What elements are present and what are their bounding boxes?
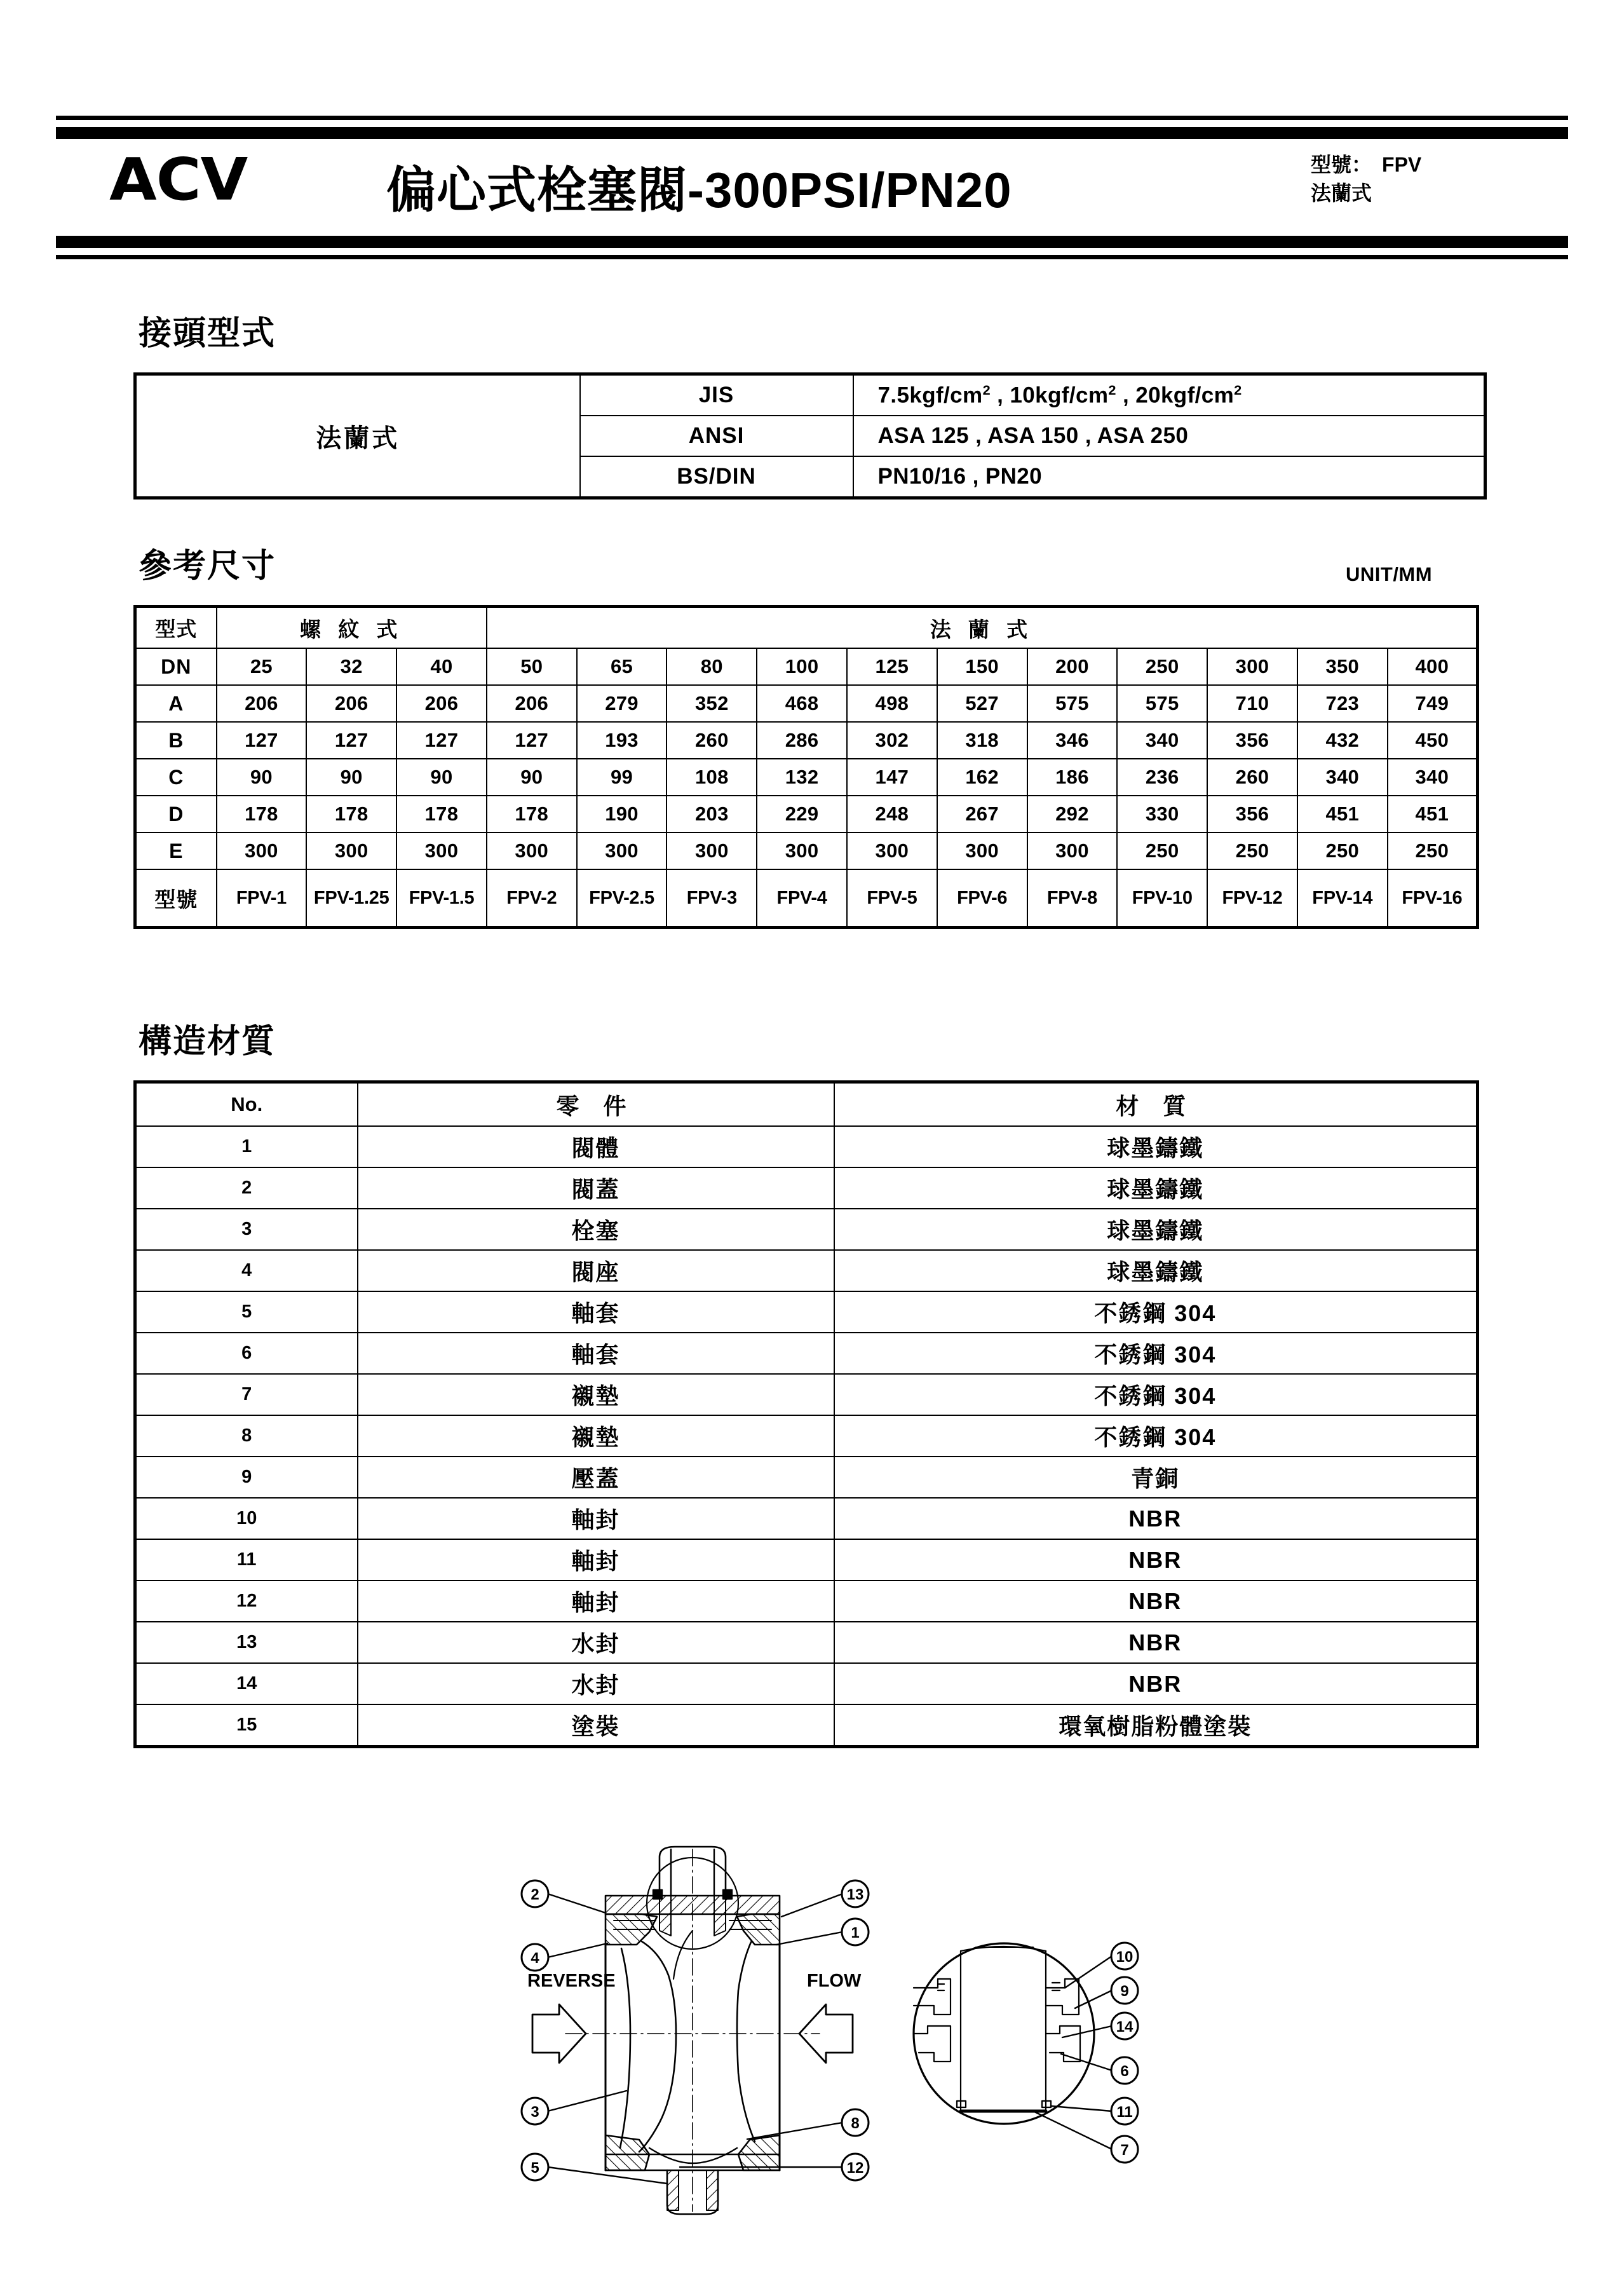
materials-cell-no: 13 xyxy=(135,1622,358,1663)
valve-sectional-drawing xyxy=(489,1824,1175,2231)
materials-cell-part: 軸封 xyxy=(358,1498,834,1539)
connection-standard-jis: JIS xyxy=(580,374,853,416)
dimension-value: 162 xyxy=(937,759,1027,796)
svg-text:12: 12 xyxy=(846,2159,864,2177)
materials-row xyxy=(135,1250,1478,1291)
dimension-value: 451 xyxy=(1297,796,1388,833)
dimension-value: 65 xyxy=(577,648,667,685)
model-info xyxy=(1311,151,1421,208)
reference-dimension-table xyxy=(133,605,1479,929)
materials-cell-no: 6 xyxy=(135,1333,358,1374)
materials-cell-material: 不銹鋼 304 xyxy=(834,1415,1478,1457)
dimension-model-value: FPV-12 xyxy=(1207,869,1297,928)
svg-text:3: 3 xyxy=(531,2104,539,2121)
dimension-value: 200 xyxy=(1027,648,1118,685)
dimension-value: 178 xyxy=(487,796,577,833)
materials-cell-material: NBR xyxy=(834,1622,1478,1663)
materials-cell-material: NBR xyxy=(834,1663,1478,1704)
header-rule-bottom-thin xyxy=(56,255,1568,259)
dimension-value: 279 xyxy=(577,685,667,722)
materials-cell-material: 不銹鋼 304 xyxy=(834,1291,1478,1333)
dimension-value: 527 xyxy=(937,685,1027,722)
dimension-value: 150 xyxy=(937,648,1027,685)
dimension-value: 132 xyxy=(757,759,847,796)
dimension-value: 250 xyxy=(1297,833,1388,869)
dimension-value: 302 xyxy=(847,722,937,759)
dimension-value: 710 xyxy=(1207,685,1297,722)
materials-cell-no: 5 xyxy=(135,1291,358,1333)
dimension-value: 203 xyxy=(667,796,757,833)
materials-cell-no: 7 xyxy=(135,1374,358,1415)
dimension-value: 350 xyxy=(1297,648,1388,685)
dimension-value: 50 xyxy=(487,648,577,685)
materials-row xyxy=(135,1209,1478,1250)
connection-standard-ansi: ANSI xyxy=(580,416,853,456)
dimension-value: 206 xyxy=(217,685,307,722)
materials-cell-part: 軸封 xyxy=(358,1580,834,1622)
dimension-value: 125 xyxy=(847,648,937,685)
dimension-value: 108 xyxy=(667,759,757,796)
dimension-value: 186 xyxy=(1027,759,1118,796)
materials-row xyxy=(135,1415,1478,1457)
dimension-value: 260 xyxy=(667,722,757,759)
dimension-value: 356 xyxy=(1207,722,1297,759)
dimension-row-label: D xyxy=(135,796,217,833)
callout-bubble-5 xyxy=(522,2154,548,2180)
svg-text:FLOW: FLOW xyxy=(807,1971,862,1991)
connection-type-table xyxy=(133,372,1487,500)
materials-row xyxy=(135,1333,1478,1374)
materials-cell-part: 水封 xyxy=(358,1663,834,1704)
materials-section-title: 構造材質 xyxy=(139,1023,276,1060)
dimension-value: 300 xyxy=(1027,833,1118,869)
dimension-value: 193 xyxy=(577,722,667,759)
model-value: FPV xyxy=(1382,153,1422,176)
materials-cell-part: 軸套 xyxy=(358,1333,834,1374)
dimension-corner-label: 型式 xyxy=(135,607,217,649)
dimension-value: 250 xyxy=(1117,833,1207,869)
dimension-value: 147 xyxy=(847,759,937,796)
materials-row xyxy=(135,1167,1478,1209)
materials-cell-no: 12 xyxy=(135,1580,358,1622)
materials-cell-material: 球墨鑄鐵 xyxy=(834,1209,1478,1250)
dimension-value: 352 xyxy=(667,685,757,722)
dimension-value: 25 xyxy=(217,648,307,685)
dimension-value: 178 xyxy=(396,796,487,833)
materials-cell-part: 閥體 xyxy=(358,1126,834,1167)
dimension-model-value: FPV-1.25 xyxy=(306,869,396,928)
materials-cell-material: 球墨鑄鐵 xyxy=(834,1126,1478,1167)
svg-text:4: 4 xyxy=(531,1950,539,1967)
connection-row xyxy=(135,374,1485,416)
dimension-value: 318 xyxy=(937,722,1027,759)
dimension-value: 206 xyxy=(396,685,487,722)
dimension-value: 340 xyxy=(1117,722,1207,759)
construction-materials-table xyxy=(133,1080,1479,1748)
materials-header-row xyxy=(135,1082,1478,1127)
connection-section-title: 接頭型式 xyxy=(139,315,276,352)
dimension-value: 40 xyxy=(396,648,487,685)
dimension-value: 250 xyxy=(1207,833,1297,869)
dimension-value: 300 xyxy=(306,833,396,869)
dimension-value: 178 xyxy=(306,796,396,833)
dimension-group-flanged: 法 蘭 式 xyxy=(487,607,1478,649)
dimension-value: 300 xyxy=(1207,648,1297,685)
svg-text:1: 1 xyxy=(851,1924,860,1941)
connection-kind: 法蘭式 xyxy=(1311,182,1372,205)
svg-text:8: 8 xyxy=(851,2115,860,2132)
materials-header-part: 零 件 xyxy=(358,1082,834,1127)
dimension-row-label: C xyxy=(135,759,217,796)
dimension-value: 248 xyxy=(847,796,937,833)
materials-cell-material: 球墨鑄鐵 xyxy=(834,1250,1478,1291)
svg-text:5: 5 xyxy=(531,2159,539,2177)
dimension-value: 300 xyxy=(937,833,1027,869)
materials-cell-no: 15 xyxy=(135,1704,358,1747)
materials-cell-part: 水封 xyxy=(358,1622,834,1663)
dimension-value: 90 xyxy=(487,759,577,796)
dimension-value: 300 xyxy=(487,833,577,869)
materials-cell-part: 軸封 xyxy=(358,1539,834,1580)
dimension-value: 723 xyxy=(1297,685,1388,722)
dimension-value: 236 xyxy=(1117,759,1207,796)
dimension-value: 267 xyxy=(937,796,1027,833)
materials-cell-no: 14 xyxy=(135,1663,358,1704)
header-rule-bottom-thick xyxy=(56,236,1568,248)
materials-cell-part: 襯墊 xyxy=(358,1374,834,1415)
dimension-value: 127 xyxy=(396,722,487,759)
dimension-value: 90 xyxy=(306,759,396,796)
dimension-value: 229 xyxy=(757,796,847,833)
connection-values-bs-din: PN10/16 , PN20 xyxy=(853,456,1485,498)
materials-row xyxy=(135,1498,1478,1539)
dimension-model-value: FPV-14 xyxy=(1297,869,1388,928)
unit-label: UNIT/MM xyxy=(1346,563,1433,585)
dimension-value: 300 xyxy=(217,833,307,869)
materials-row xyxy=(135,1457,1478,1498)
dimension-model-value: FPV-6 xyxy=(937,869,1027,928)
callout-bubble-8 xyxy=(842,2109,869,2136)
dimension-value: 575 xyxy=(1117,685,1207,722)
materials-cell-no: 2 xyxy=(135,1167,358,1209)
materials-cell-part: 閥座 xyxy=(358,1250,834,1291)
detail-callout-bubble-9 xyxy=(1111,1977,1138,2004)
materials-cell-material: 不銹鋼 304 xyxy=(834,1333,1478,1374)
connection-values-ansi: ASA 125 , ASA 150 , ASA 250 xyxy=(853,416,1485,456)
header-rule-top-thin xyxy=(56,116,1568,120)
dimension-value: 300 xyxy=(577,833,667,869)
callout-bubble-4 xyxy=(522,1944,548,1971)
dimension-model-label: 型號 xyxy=(135,869,217,928)
brand-logo: ACV xyxy=(109,146,248,214)
page-header xyxy=(56,116,1568,259)
dimension-value: 178 xyxy=(217,796,307,833)
dimension-value: 127 xyxy=(306,722,396,759)
callout-bubble-1 xyxy=(842,1919,869,1945)
dimension-value: 32 xyxy=(306,648,396,685)
dimension-section-title: 參考尺寸 xyxy=(139,548,276,585)
materials-cell-material: 球墨鑄鐵 xyxy=(834,1167,1478,1209)
dimension-value: 300 xyxy=(847,833,937,869)
header-rule-top-thick xyxy=(56,127,1568,139)
materials-row xyxy=(135,1539,1478,1580)
dimension-row-a xyxy=(135,685,1478,722)
materials-cell-part: 塗裝 xyxy=(358,1704,834,1747)
callout-bubble-12 xyxy=(842,2154,869,2180)
materials-cell-no: 10 xyxy=(135,1498,358,1539)
dimension-value: 346 xyxy=(1027,722,1118,759)
detail-callout-bubble-10 xyxy=(1111,1943,1138,1969)
materials-cell-part: 軸套 xyxy=(358,1291,834,1333)
materials-header-no: No. xyxy=(135,1082,358,1127)
materials-cell-no: 3 xyxy=(135,1209,358,1250)
detail-callout-bubble-6 xyxy=(1111,2057,1138,2084)
dimension-value: 450 xyxy=(1388,722,1478,759)
dimension-row-dn xyxy=(135,648,1478,685)
materials-cell-no: 11 xyxy=(135,1539,358,1580)
dimension-value: 575 xyxy=(1027,685,1118,722)
materials-cell-material: NBR xyxy=(834,1498,1478,1539)
model-label: 型號： xyxy=(1311,153,1372,176)
materials-cell-material: NBR xyxy=(834,1580,1478,1622)
dimension-row-label: DN xyxy=(135,648,217,685)
materials-cell-part: 閥蓋 xyxy=(358,1167,834,1209)
dimension-value: 340 xyxy=(1388,759,1478,796)
dimension-row-e xyxy=(135,833,1478,869)
dimension-value: 356 xyxy=(1207,796,1297,833)
dimension-value: 80 xyxy=(667,648,757,685)
materials-cell-material: 不銹鋼 304 xyxy=(834,1374,1478,1415)
dimension-value: 260 xyxy=(1207,759,1297,796)
svg-text:14: 14 xyxy=(1116,2018,1133,2036)
dimension-value: 432 xyxy=(1297,722,1388,759)
dimension-value: 300 xyxy=(396,833,487,869)
materials-row xyxy=(135,1126,1478,1167)
dimension-value: 90 xyxy=(396,759,487,796)
dimension-value: 250 xyxy=(1388,833,1478,869)
materials-cell-material: 青銅 xyxy=(834,1457,1478,1498)
dimension-model-value: FPV-1 xyxy=(217,869,307,928)
materials-cell-part: 襯墊 xyxy=(358,1415,834,1457)
dimension-row-label: A xyxy=(135,685,217,722)
dimension-model-value: FPV-3 xyxy=(667,869,757,928)
dimension-model-value: FPV-16 xyxy=(1388,869,1478,928)
svg-text:9: 9 xyxy=(1120,1983,1129,2000)
dimension-value: 206 xyxy=(487,685,577,722)
dimension-row-model xyxy=(135,869,1478,928)
materials-row xyxy=(135,1291,1478,1333)
dimension-value: 468 xyxy=(757,685,847,722)
dimension-value: 451 xyxy=(1388,796,1478,833)
dimension-value: 330 xyxy=(1117,796,1207,833)
svg-text:11: 11 xyxy=(1116,2104,1133,2121)
dimension-value: 300 xyxy=(667,833,757,869)
dimension-row-c xyxy=(135,759,1478,796)
materials-cell-no: 1 xyxy=(135,1126,358,1167)
svg-text:13: 13 xyxy=(846,1886,864,1903)
detail-callout-bubble-14 xyxy=(1111,2013,1138,2039)
materials-cell-material: 環氧樹脂粉體塗裝 xyxy=(834,1704,1478,1747)
materials-row xyxy=(135,1374,1478,1415)
connection-values-jis: $7.5kgf/cm^2$ , $10kgf/cm^2$ , $20kgf/cm^2$ xyxy=(853,374,1485,416)
svg-text:6: 6 xyxy=(1120,2063,1129,2080)
dimension-group-header-row xyxy=(135,607,1478,649)
materials-cell-part: 壓蓋 xyxy=(358,1457,834,1498)
materials-cell-no: 9 xyxy=(135,1457,358,1498)
dimension-value: 340 xyxy=(1297,759,1388,796)
callout-bubble-3 xyxy=(522,2098,548,2124)
dimension-row-label: B xyxy=(135,722,217,759)
dimension-value: 300 xyxy=(757,833,847,869)
materials-row xyxy=(135,1580,1478,1622)
dimension-value: 100 xyxy=(757,648,847,685)
dimension-value: 400 xyxy=(1388,648,1478,685)
dimension-value: 99 xyxy=(577,759,667,796)
svg-text:2: 2 xyxy=(531,1886,539,1903)
svg-text:REVERSE: REVERSE xyxy=(527,1971,616,1991)
dimension-value: 90 xyxy=(217,759,307,796)
materials-row xyxy=(135,1704,1478,1747)
dimension-row-b xyxy=(135,722,1478,759)
page-title: 偏心式栓塞閥-300PSI/PN20 xyxy=(386,162,1012,218)
materials-cell-no: 4 xyxy=(135,1250,358,1291)
dimension-model-value: FPV-8 xyxy=(1027,869,1118,928)
svg-text:10: 10 xyxy=(1116,1948,1133,1966)
dimension-model-value: FPV-2 xyxy=(487,869,577,928)
callout-bubble-2 xyxy=(522,1880,548,1907)
detail-callout-bubble-11 xyxy=(1111,2098,1138,2124)
dimension-value: 206 xyxy=(306,685,396,722)
detail-callout-bubble-7 xyxy=(1111,2136,1138,2163)
dimension-value: 190 xyxy=(577,796,667,833)
dimension-value: 292 xyxy=(1027,796,1118,833)
dimension-model-value: FPV-10 xyxy=(1117,869,1207,928)
dimension-row-label: E xyxy=(135,833,217,869)
dimension-model-value: FPV-1.5 xyxy=(396,869,487,928)
materials-cell-material: NBR xyxy=(834,1539,1478,1580)
dimension-model-value: FPV-4 xyxy=(757,869,847,928)
dimension-model-value: FPV-2.5 xyxy=(577,869,667,928)
dimension-row-d xyxy=(135,796,1478,833)
materials-row xyxy=(135,1663,1478,1704)
dimension-model-value: FPV-5 xyxy=(847,869,937,928)
dimension-value: 286 xyxy=(757,722,847,759)
materials-header-material: 材 質 xyxy=(834,1082,1478,1127)
materials-row xyxy=(135,1622,1478,1663)
materials-cell-part: 栓塞 xyxy=(358,1209,834,1250)
materials-cell-no: 8 xyxy=(135,1415,358,1457)
dimension-value: 250 xyxy=(1117,648,1207,685)
dimension-group-screwed: 螺 紋 式 xyxy=(217,607,487,649)
dimension-value: 749 xyxy=(1388,685,1478,722)
connection-standard-bs-din: BS/DIN xyxy=(580,456,853,498)
dimension-value: 127 xyxy=(487,722,577,759)
dimension-value: 127 xyxy=(217,722,307,759)
callout-bubble-13 xyxy=(842,1880,869,1907)
svg-text:7: 7 xyxy=(1120,2142,1129,2159)
dimension-value: 498 xyxy=(847,685,937,722)
connection-type-label: 法蘭式 xyxy=(135,374,580,498)
